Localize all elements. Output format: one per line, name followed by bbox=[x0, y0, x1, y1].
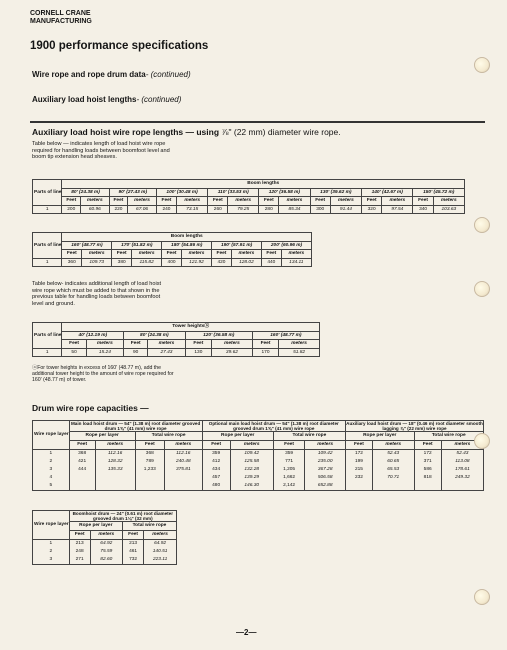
main-drum-header: Main load hoist drum — 54" (1.38 m) root diameter grooved drum 1⅝" (41 mm) wire rope bbox=[70, 421, 201, 432]
table-cell: 60.96 bbox=[81, 205, 110, 214]
table-cell: 109.73 bbox=[82, 258, 112, 267]
table-cell: 220 bbox=[109, 205, 128, 214]
table-cell: 112.16 bbox=[176, 450, 191, 456]
table-row bbox=[33, 539, 177, 564]
unit-feet: Feet bbox=[362, 197, 382, 206]
table-cell: 75.59 bbox=[100, 548, 113, 554]
table-cell: 789 bbox=[145, 458, 154, 464]
table1-note: Table below — indicates length of load hoist wire rope required for handling loads between boomfoot level and boom tip extension head sheaves. bbox=[32, 141, 170, 160]
table-cell: 64.92 bbox=[154, 540, 167, 546]
boom-lengths-label: Boom lengths bbox=[62, 233, 312, 242]
unit-meters: meters bbox=[305, 441, 346, 450]
table-row bbox=[33, 348, 320, 357]
layer-number: 5 bbox=[49, 482, 53, 488]
parts-cell: 1 bbox=[33, 258, 62, 267]
table-row bbox=[33, 449, 484, 490]
binder-hole bbox=[474, 57, 490, 73]
unit-feet: Feet bbox=[135, 441, 164, 450]
unit-meters: meters bbox=[131, 250, 161, 259]
unit-feet: Feet bbox=[259, 197, 279, 206]
table-cell: 260 bbox=[208, 205, 228, 214]
unit-meters: meters bbox=[148, 340, 185, 349]
unit-feet: Feet bbox=[208, 197, 228, 206]
table-cell: 39.62 bbox=[212, 348, 253, 357]
unit-meters: meters bbox=[382, 197, 413, 206]
company-name-line2: MANUFACTURING bbox=[30, 18, 92, 25]
binder-hole bbox=[474, 217, 490, 233]
drum-capacity-table bbox=[32, 420, 484, 491]
subtitle-aux-lengths-main: Auxiliary load hoist lengths bbox=[32, 95, 137, 104]
table-cell: 421 bbox=[78, 458, 87, 464]
table-cell: 652.88 bbox=[317, 482, 333, 488]
layer-number: 2 bbox=[49, 548, 53, 554]
column-header: 160' (48.77 m) bbox=[62, 241, 112, 250]
unit-feet: Feet bbox=[273, 441, 305, 450]
table-cell: 64.92 bbox=[100, 540, 113, 546]
subtitle-aux-lengths bbox=[32, 95, 181, 104]
table-cell: 128.02 bbox=[231, 258, 261, 267]
table-cell: 199 bbox=[354, 458, 363, 464]
boom-length-table-1 bbox=[32, 179, 465, 214]
tower-heights-label: Tower heightsⓐ bbox=[62, 323, 320, 332]
aux-drum-header: Auxiliary load hoist drum — 18" (0.46 m) root diameter smooth lagging ⅞" (22 mm) wire rope bbox=[346, 421, 483, 432]
column-header: 200' (60.96 m) bbox=[262, 241, 312, 250]
table-cell: 248 bbox=[75, 548, 84, 554]
table-cell: 368 bbox=[78, 450, 87, 456]
table-cell: 375.81 bbox=[175, 466, 191, 472]
total-wire-rope-label: Total wire rope bbox=[135, 432, 202, 441]
total-wire-rope-label: Total wire rope bbox=[122, 522, 176, 531]
table-cell: 1,205 bbox=[283, 466, 296, 472]
unit-meters: meters bbox=[372, 441, 414, 450]
unit-meters: meters bbox=[281, 250, 311, 259]
column-header: 160' (48.77 m) bbox=[252, 331, 319, 340]
table-cell: 400 bbox=[162, 258, 182, 267]
table-cell: 213 bbox=[129, 540, 138, 546]
column-header: 180' (54.86 m) bbox=[162, 241, 212, 250]
table-cell: 461 bbox=[129, 548, 138, 554]
table-cell: 121.92 bbox=[181, 258, 211, 267]
subtitle-wire-rope-cont: - (continued) bbox=[145, 70, 191, 79]
table-cell: 340 bbox=[413, 205, 433, 214]
table-cell: 178.61 bbox=[455, 466, 470, 472]
company-header bbox=[30, 10, 92, 26]
table-cell: 115.82 bbox=[131, 258, 161, 267]
column-header: 40' (12.19 m) bbox=[62, 331, 124, 340]
parts-of-line-label: Parts of line bbox=[33, 233, 62, 259]
tower-height-table bbox=[32, 322, 320, 357]
table-cell: 235.00 bbox=[317, 458, 333, 464]
table-cell: 132.28 bbox=[244, 466, 260, 472]
boom-length-table-2 bbox=[32, 232, 312, 267]
table-cell: 135.33 bbox=[107, 466, 123, 472]
table-cell: 359 bbox=[212, 450, 221, 456]
table-cell: 240.48 bbox=[175, 458, 191, 464]
table-cell: 50 bbox=[62, 348, 86, 357]
column-header: 120' (36.58 m) bbox=[185, 331, 252, 340]
drum-section-heading: Drum wire rope capacities — bbox=[32, 403, 149, 413]
table-cell: 109.42 bbox=[317, 450, 333, 456]
total-wire-rope-label: Total wire rope bbox=[273, 432, 345, 441]
table-cell: 320 bbox=[362, 205, 382, 214]
unit-feet: Feet bbox=[262, 250, 282, 259]
table-cell: 2,142 bbox=[283, 482, 296, 488]
unit-feet: Feet bbox=[69, 531, 90, 540]
company-name-line1: CORNELL CRANE bbox=[30, 10, 91, 17]
table-cell: 420 bbox=[212, 258, 232, 267]
table-cell: 368 bbox=[145, 450, 154, 456]
unit-meters: meters bbox=[177, 197, 208, 206]
layer-number: 3 bbox=[49, 556, 53, 562]
rope-per-layer-label: Rope per layer bbox=[69, 522, 122, 531]
unit-meters: meters bbox=[228, 197, 259, 206]
table-cell: 360 bbox=[62, 258, 82, 267]
table-cell: 480 bbox=[212, 482, 221, 488]
layer-number: 3 bbox=[49, 466, 53, 472]
unit-meters: meters bbox=[330, 197, 361, 206]
table-cell: 300 bbox=[310, 205, 330, 214]
unit-meters: meters bbox=[230, 441, 273, 450]
unit-meters: meters bbox=[82, 250, 112, 259]
column-header: 190' (57.91 m) bbox=[212, 241, 262, 250]
unit-meters: meters bbox=[279, 197, 310, 206]
table-cell: 818 bbox=[423, 474, 432, 480]
binder-hole bbox=[474, 281, 490, 297]
unit-feet: Feet bbox=[62, 340, 86, 349]
table-cell: 215 bbox=[354, 466, 363, 472]
binder-hole bbox=[474, 589, 490, 605]
rope-per-layer-label: Rope per layer bbox=[202, 432, 273, 441]
table-cell: 109.42 bbox=[244, 450, 260, 456]
unit-meters: meters bbox=[86, 340, 123, 349]
unit-meters: meters bbox=[212, 340, 253, 349]
unit-meters: meters bbox=[90, 531, 122, 540]
rope-per-layer-label: Rope per layer bbox=[345, 432, 414, 441]
table-cell: 82.60 bbox=[100, 556, 113, 562]
table-cell: 732 bbox=[129, 556, 138, 562]
table-cell: 412 bbox=[212, 458, 221, 464]
unit-feet: Feet bbox=[69, 441, 95, 450]
unit-meters: meters bbox=[433, 197, 464, 206]
table-cell: 200 bbox=[62, 205, 81, 214]
table-cell: 146.30 bbox=[244, 482, 260, 488]
boom-lengths-label: Boom lengths bbox=[62, 180, 465, 189]
table-cell: 380 bbox=[112, 258, 132, 267]
parts-of-line-label: Parts of line bbox=[33, 180, 62, 206]
table-cell: 65.53 bbox=[387, 466, 400, 472]
column-header: 80' (24.38 m) bbox=[124, 331, 186, 340]
table-cell: 27.43 bbox=[148, 348, 185, 357]
table-cell: 139.29 bbox=[244, 474, 260, 480]
table-cell: 60.65 bbox=[387, 458, 400, 464]
table-cell: 213 bbox=[75, 540, 84, 546]
column-header: 100' (30.48 m) bbox=[156, 188, 207, 197]
unit-feet: Feet bbox=[112, 250, 132, 259]
table-cell: 103.63 bbox=[433, 205, 464, 214]
unit-meters: meters bbox=[279, 340, 320, 349]
table-cell: 506.58 bbox=[317, 474, 333, 480]
table-cell: 271 bbox=[75, 556, 84, 562]
section-heading bbox=[32, 127, 341, 137]
table-cell: 434 bbox=[212, 466, 221, 472]
table-cell: 359 bbox=[285, 450, 294, 456]
subtitle-wire-rope bbox=[32, 70, 191, 79]
unit-meters: meters bbox=[164, 441, 202, 450]
table-cell: 172 bbox=[354, 450, 363, 456]
table-cell: 51.82 bbox=[279, 348, 320, 357]
layer-number: 1 bbox=[49, 450, 53, 456]
table-cell: 170 bbox=[252, 348, 278, 357]
column-header: 170' (51.82 m) bbox=[112, 241, 162, 250]
wire-rope-layer-label: Wire rope layer bbox=[33, 511, 70, 540]
layer-number: 4 bbox=[49, 474, 53, 480]
rope-per-layer-label: Rope per layer bbox=[69, 432, 135, 441]
table-cell: 371 bbox=[423, 458, 432, 464]
unit-feet: Feet bbox=[252, 340, 278, 349]
layer-number: 2 bbox=[49, 458, 53, 464]
table-cell: 367.28 bbox=[317, 466, 333, 472]
table-cell: 128.32 bbox=[107, 458, 123, 464]
unit-feet: Feet bbox=[414, 441, 441, 450]
column-header: 150' (45.72 m) bbox=[413, 188, 465, 197]
tower-footnote: ⓐFor tower heights in excess of 160' (48.77 m), add the additional tower height to the amount of wire rope required for 160' (48.77 m) of tower. bbox=[32, 365, 174, 384]
unit-meters: meters bbox=[128, 197, 157, 206]
total-wire-rope-label: Total wire rope bbox=[414, 432, 484, 441]
table-cell: 15.24 bbox=[86, 348, 123, 357]
table-cell: 444 bbox=[78, 466, 87, 472]
table-cell: 223.11 bbox=[152, 556, 168, 562]
wire-rope-layer-label: Wire rope layer bbox=[33, 421, 70, 450]
parts-cell: 1 bbox=[33, 348, 62, 357]
unit-feet: Feet bbox=[109, 197, 128, 206]
table-cell: 140.51 bbox=[152, 548, 168, 554]
unit-feet: Feet bbox=[122, 531, 143, 540]
table-cell: 67.06 bbox=[128, 205, 157, 214]
table-cell: 113.08 bbox=[455, 458, 470, 464]
unit-feet: Feet bbox=[185, 340, 211, 349]
column-header: 110' (33.53 m) bbox=[208, 188, 259, 197]
table-cell: 125.58 bbox=[244, 458, 260, 464]
section-heading-tail: ⅞" (22 mm) diameter wire rope. bbox=[221, 127, 341, 137]
unit-meters: meters bbox=[95, 441, 135, 450]
table-row bbox=[33, 258, 312, 267]
unit-meters: meters bbox=[181, 250, 211, 259]
table-cell: 249.32 bbox=[455, 474, 470, 480]
unit-feet: Feet bbox=[62, 197, 81, 206]
column-header: 120' (36.58 m) bbox=[259, 188, 310, 197]
unit-feet: Feet bbox=[310, 197, 330, 206]
layer-number: 1 bbox=[49, 540, 53, 546]
table-cell: 232 bbox=[354, 474, 363, 480]
table-cell: 90 bbox=[124, 348, 148, 357]
table-cell: 1,233 bbox=[143, 466, 156, 472]
unit-feet: Feet bbox=[62, 250, 82, 259]
parts-cell: 1 bbox=[33, 205, 62, 214]
table-cell: 79.25 bbox=[228, 205, 259, 214]
unit-feet: Feet bbox=[202, 441, 230, 450]
unit-feet: Feet bbox=[162, 250, 182, 259]
subtitle-aux-lengths-cont: - (continued) bbox=[136, 95, 182, 104]
optional-drum-header: Optional main load hoist drum — 54" (1.38 m) root diameter grooved drum 1⅝" (41 mm) wire rope bbox=[202, 421, 345, 432]
table-cell: 130 bbox=[185, 348, 211, 357]
page-title: 1900 performance specifications bbox=[30, 40, 209, 52]
table-cell: 457 bbox=[212, 474, 221, 480]
subtitle-wire-rope-main: Wire rope and rope drum data bbox=[32, 70, 146, 79]
column-header: 140' (42.67 m) bbox=[362, 188, 413, 197]
unit-feet: Feet bbox=[212, 250, 232, 259]
table-cell: 73.15 bbox=[177, 205, 208, 214]
table-cell: 85.34 bbox=[279, 205, 310, 214]
unit-meters: meters bbox=[81, 197, 110, 206]
table-cell: 97.54 bbox=[382, 205, 413, 214]
table-cell: 172 bbox=[423, 450, 432, 456]
binder-hole bbox=[474, 433, 490, 449]
table3-note: Table below- indicates additional length of load hoist wire rope which must be added to that shown in the previous table for handling loads between boomfoot level and ground. bbox=[32, 281, 162, 307]
parts-of-line-label: Parts of line bbox=[33, 323, 62, 349]
unit-feet: Feet bbox=[345, 441, 372, 450]
table-cell: 440 bbox=[262, 258, 282, 267]
table-cell: 586 bbox=[423, 466, 432, 472]
table-cell: 52.43 bbox=[387, 450, 400, 456]
page-number: —2— bbox=[236, 628, 257, 637]
table-cell: 52.43 bbox=[456, 450, 469, 456]
column-header: 90' (27.43 m) bbox=[109, 188, 156, 197]
table-cell: 240 bbox=[156, 205, 176, 214]
table-cell: 112.16 bbox=[107, 450, 123, 456]
boomhoist-drum-header: Boomhoist drum — 24" (0.61 m) root diameter grooved drum 1⅛" (32 mm) bbox=[69, 511, 176, 522]
column-header: 80' (24.38 m) bbox=[62, 188, 109, 197]
unit-feet: Feet bbox=[124, 340, 148, 349]
column-header: 130' (39.62 m) bbox=[310, 188, 361, 197]
table-cell: 1,662 bbox=[283, 474, 296, 480]
unit-meters: meters bbox=[144, 531, 177, 540]
unit-meters: meters bbox=[441, 441, 483, 450]
table-cell: 771 bbox=[285, 458, 294, 464]
table-cell: 280 bbox=[259, 205, 279, 214]
table-cell: 70.71 bbox=[387, 474, 400, 480]
table-cell: 91.44 bbox=[330, 205, 361, 214]
section-divider bbox=[30, 121, 485, 123]
unit-meters: meters bbox=[231, 250, 261, 259]
unit-feet: Feet bbox=[413, 197, 433, 206]
unit-feet: Feet bbox=[156, 197, 176, 206]
table-row bbox=[33, 205, 465, 214]
table-cell: 134.11 bbox=[281, 258, 311, 267]
section-heading-main: Auxiliary load hoist wire rope lengths — using bbox=[32, 127, 220, 137]
boomhoist-drum-table bbox=[32, 510, 177, 565]
